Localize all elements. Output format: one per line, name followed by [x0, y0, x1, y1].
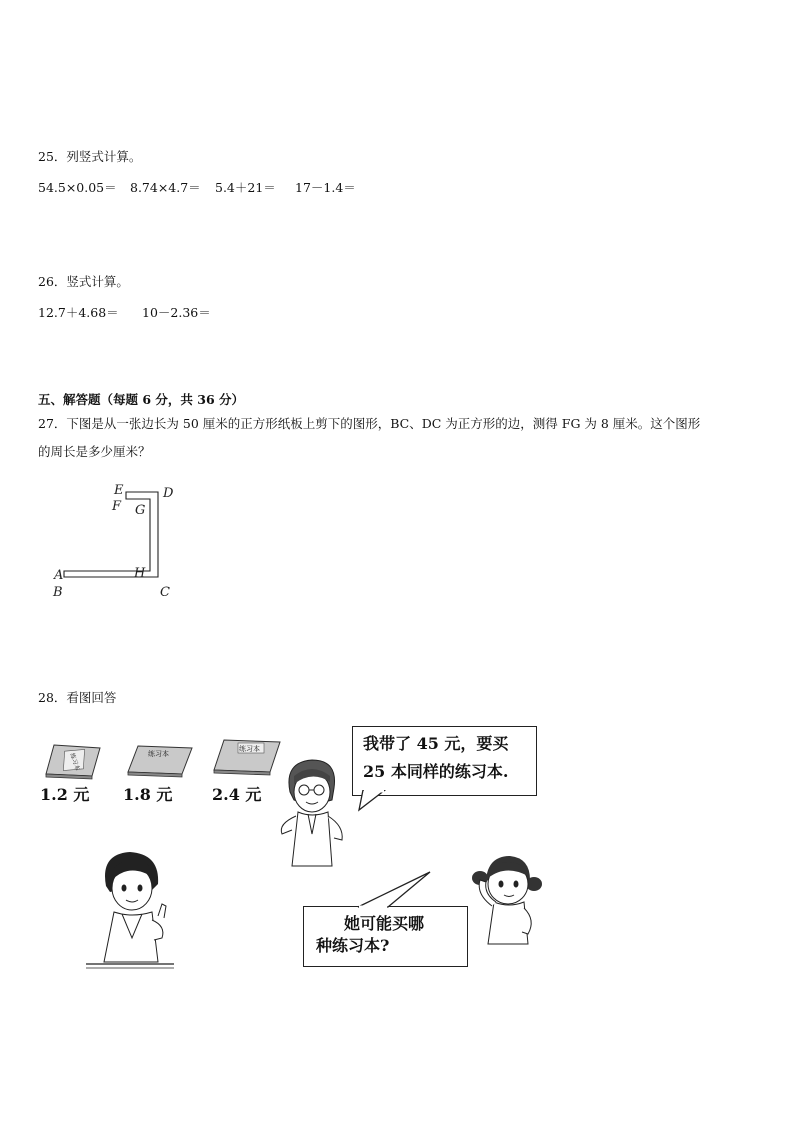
speech-bubble-2 [303, 906, 468, 967]
q25-title: 25．列竖式计算。 [38, 149, 142, 164]
bubble-1-line-2: 25 本同样的练习本. [363, 762, 509, 781]
q26-expr-2: 10－2.36＝ [142, 305, 211, 320]
girl-with-glasses-icon [272, 754, 356, 870]
q27-text [38, 410, 763, 466]
label-a: A [54, 568, 64, 583]
speech-bubble-1 [352, 726, 537, 796]
q26-title: 26．竖式计算。 [38, 274, 129, 289]
label-d: D [163, 486, 174, 501]
notebook-3-label: 练习本 [239, 745, 260, 753]
q27-line-1: 27．下图是从一张边长为 50 厘米的正方形纸板上剪下的图形，BC、DC 为正方形的边，测得 FG 为 8 厘米。这个图形 [38, 416, 701, 431]
price-1: 1.2 元 [40, 785, 90, 804]
q25-expr-4: 17－1.4＝ [295, 180, 356, 195]
price-2: 1.8 元 [123, 785, 173, 804]
label-h: H [134, 566, 146, 581]
q27-figure [48, 478, 198, 603]
bubble-1-line-1: 我带了 45 元，要买 [363, 734, 509, 753]
q25-expr-1: 54.5×0.05＝ [38, 180, 117, 195]
notebook-2-icon [124, 742, 196, 782]
girl-with-pigtails-icon [466, 850, 546, 950]
q25-expr-3: 5.4＋21＝ [215, 180, 276, 195]
bubble-1-tail [355, 790, 395, 812]
bubble-2-line-1: 她可能买哪 [344, 914, 425, 933]
label-e: E [114, 483, 124, 498]
label-b: B [53, 585, 63, 600]
bubble-2-line-2: 种练习本? [316, 936, 390, 955]
label-g: G [135, 503, 146, 518]
notebook-2-label: 练习本 [148, 750, 169, 758]
q26-expr-1: 12.7＋4.68＝ [38, 305, 119, 320]
notebook-1-label: 练习本 [68, 752, 81, 772]
section-heading: 五、解答题（每题 6 分，共 36 分） [38, 392, 245, 407]
q27-line-2: 的周长是多少厘米？ [38, 444, 151, 459]
label-c: C [160, 585, 170, 600]
notebook-1-icon [42, 742, 104, 782]
q28-title: 28．看图回答 [38, 690, 117, 705]
price-3: 2.4 元 [212, 785, 262, 804]
bubble-2-tail [318, 870, 438, 910]
teacher-woman-icon [82, 846, 182, 972]
q25-expr-2: 8.74×4.7＝ [130, 180, 201, 195]
label-f: F [112, 499, 122, 514]
